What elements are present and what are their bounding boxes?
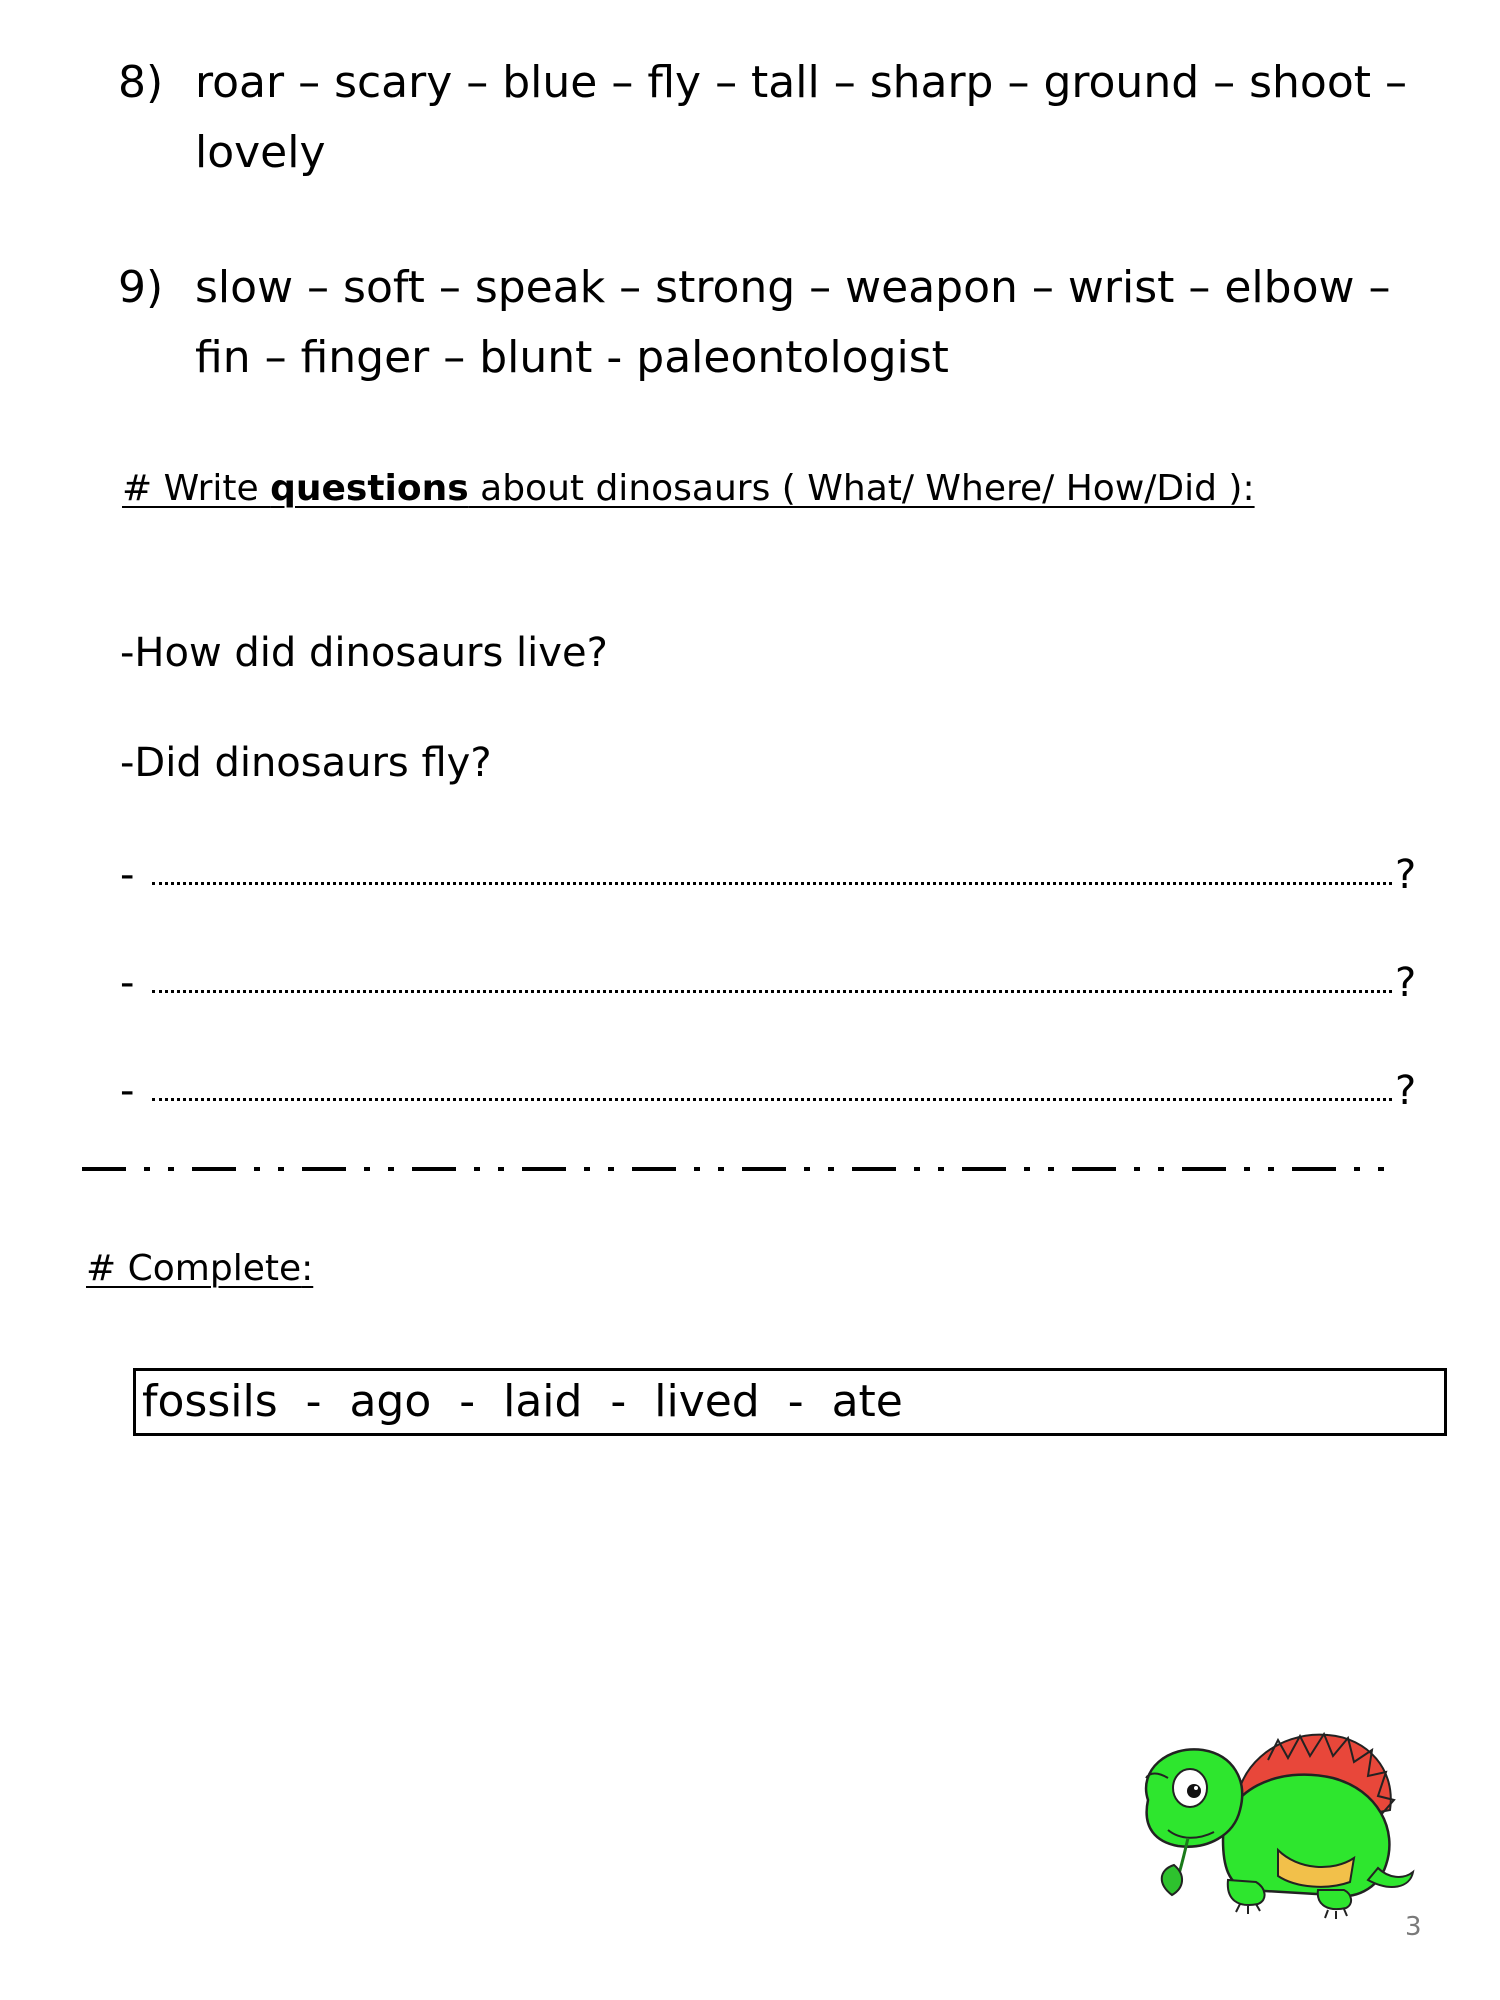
blank-dash: - — [120, 1068, 135, 1114]
blank-question-mark: ? — [1395, 1068, 1417, 1114]
heading-colon: : — [301, 1248, 314, 1289]
dotted-answer-line[interactable] — [152, 1088, 1392, 1101]
blank-dash: - — [120, 960, 135, 1006]
dotted-answer-line[interactable] — [152, 980, 1392, 993]
dash-dot-divider — [82, 1162, 1402, 1176]
word-bank-box: fossils - ago - laid - lived - ate — [133, 1368, 1447, 1436]
item-number: 9) — [118, 262, 164, 313]
blank-question-mark: ? — [1395, 960, 1417, 1006]
heading-prefix: # Complete — [86, 1248, 302, 1289]
item-word-list: slow – soft – speak – strong – weapon – wrist – elbow – fin – finger – blunt - paleontologist — [195, 262, 1391, 383]
complete-heading — [86, 1248, 313, 1289]
example-question-2: -Did dinosaurs fly? — [120, 740, 492, 786]
questions-heading — [122, 468, 1255, 509]
item-number: 8) — [118, 57, 164, 108]
example-question-1: -How did dinosaurs live? — [120, 630, 608, 676]
page-number: 3 — [1405, 1912, 1422, 1942]
dotted-answer-line[interactable] — [152, 872, 1392, 885]
blank-dash: - — [120, 852, 135, 898]
dinosaur-illustration — [1128, 1700, 1418, 1920]
heading-suffix: about dinosaurs ( What/ Where/ How/Did ): — [468, 468, 1255, 509]
heading-bold-word: questions — [270, 468, 469, 509]
item-word-list: roar – scary – blue – fly – tall – sharp – ground – shoot – lovely — [195, 57, 1407, 178]
heading-prefix: # Write — [122, 468, 271, 509]
blank-question-mark: ? — [1395, 852, 1417, 898]
